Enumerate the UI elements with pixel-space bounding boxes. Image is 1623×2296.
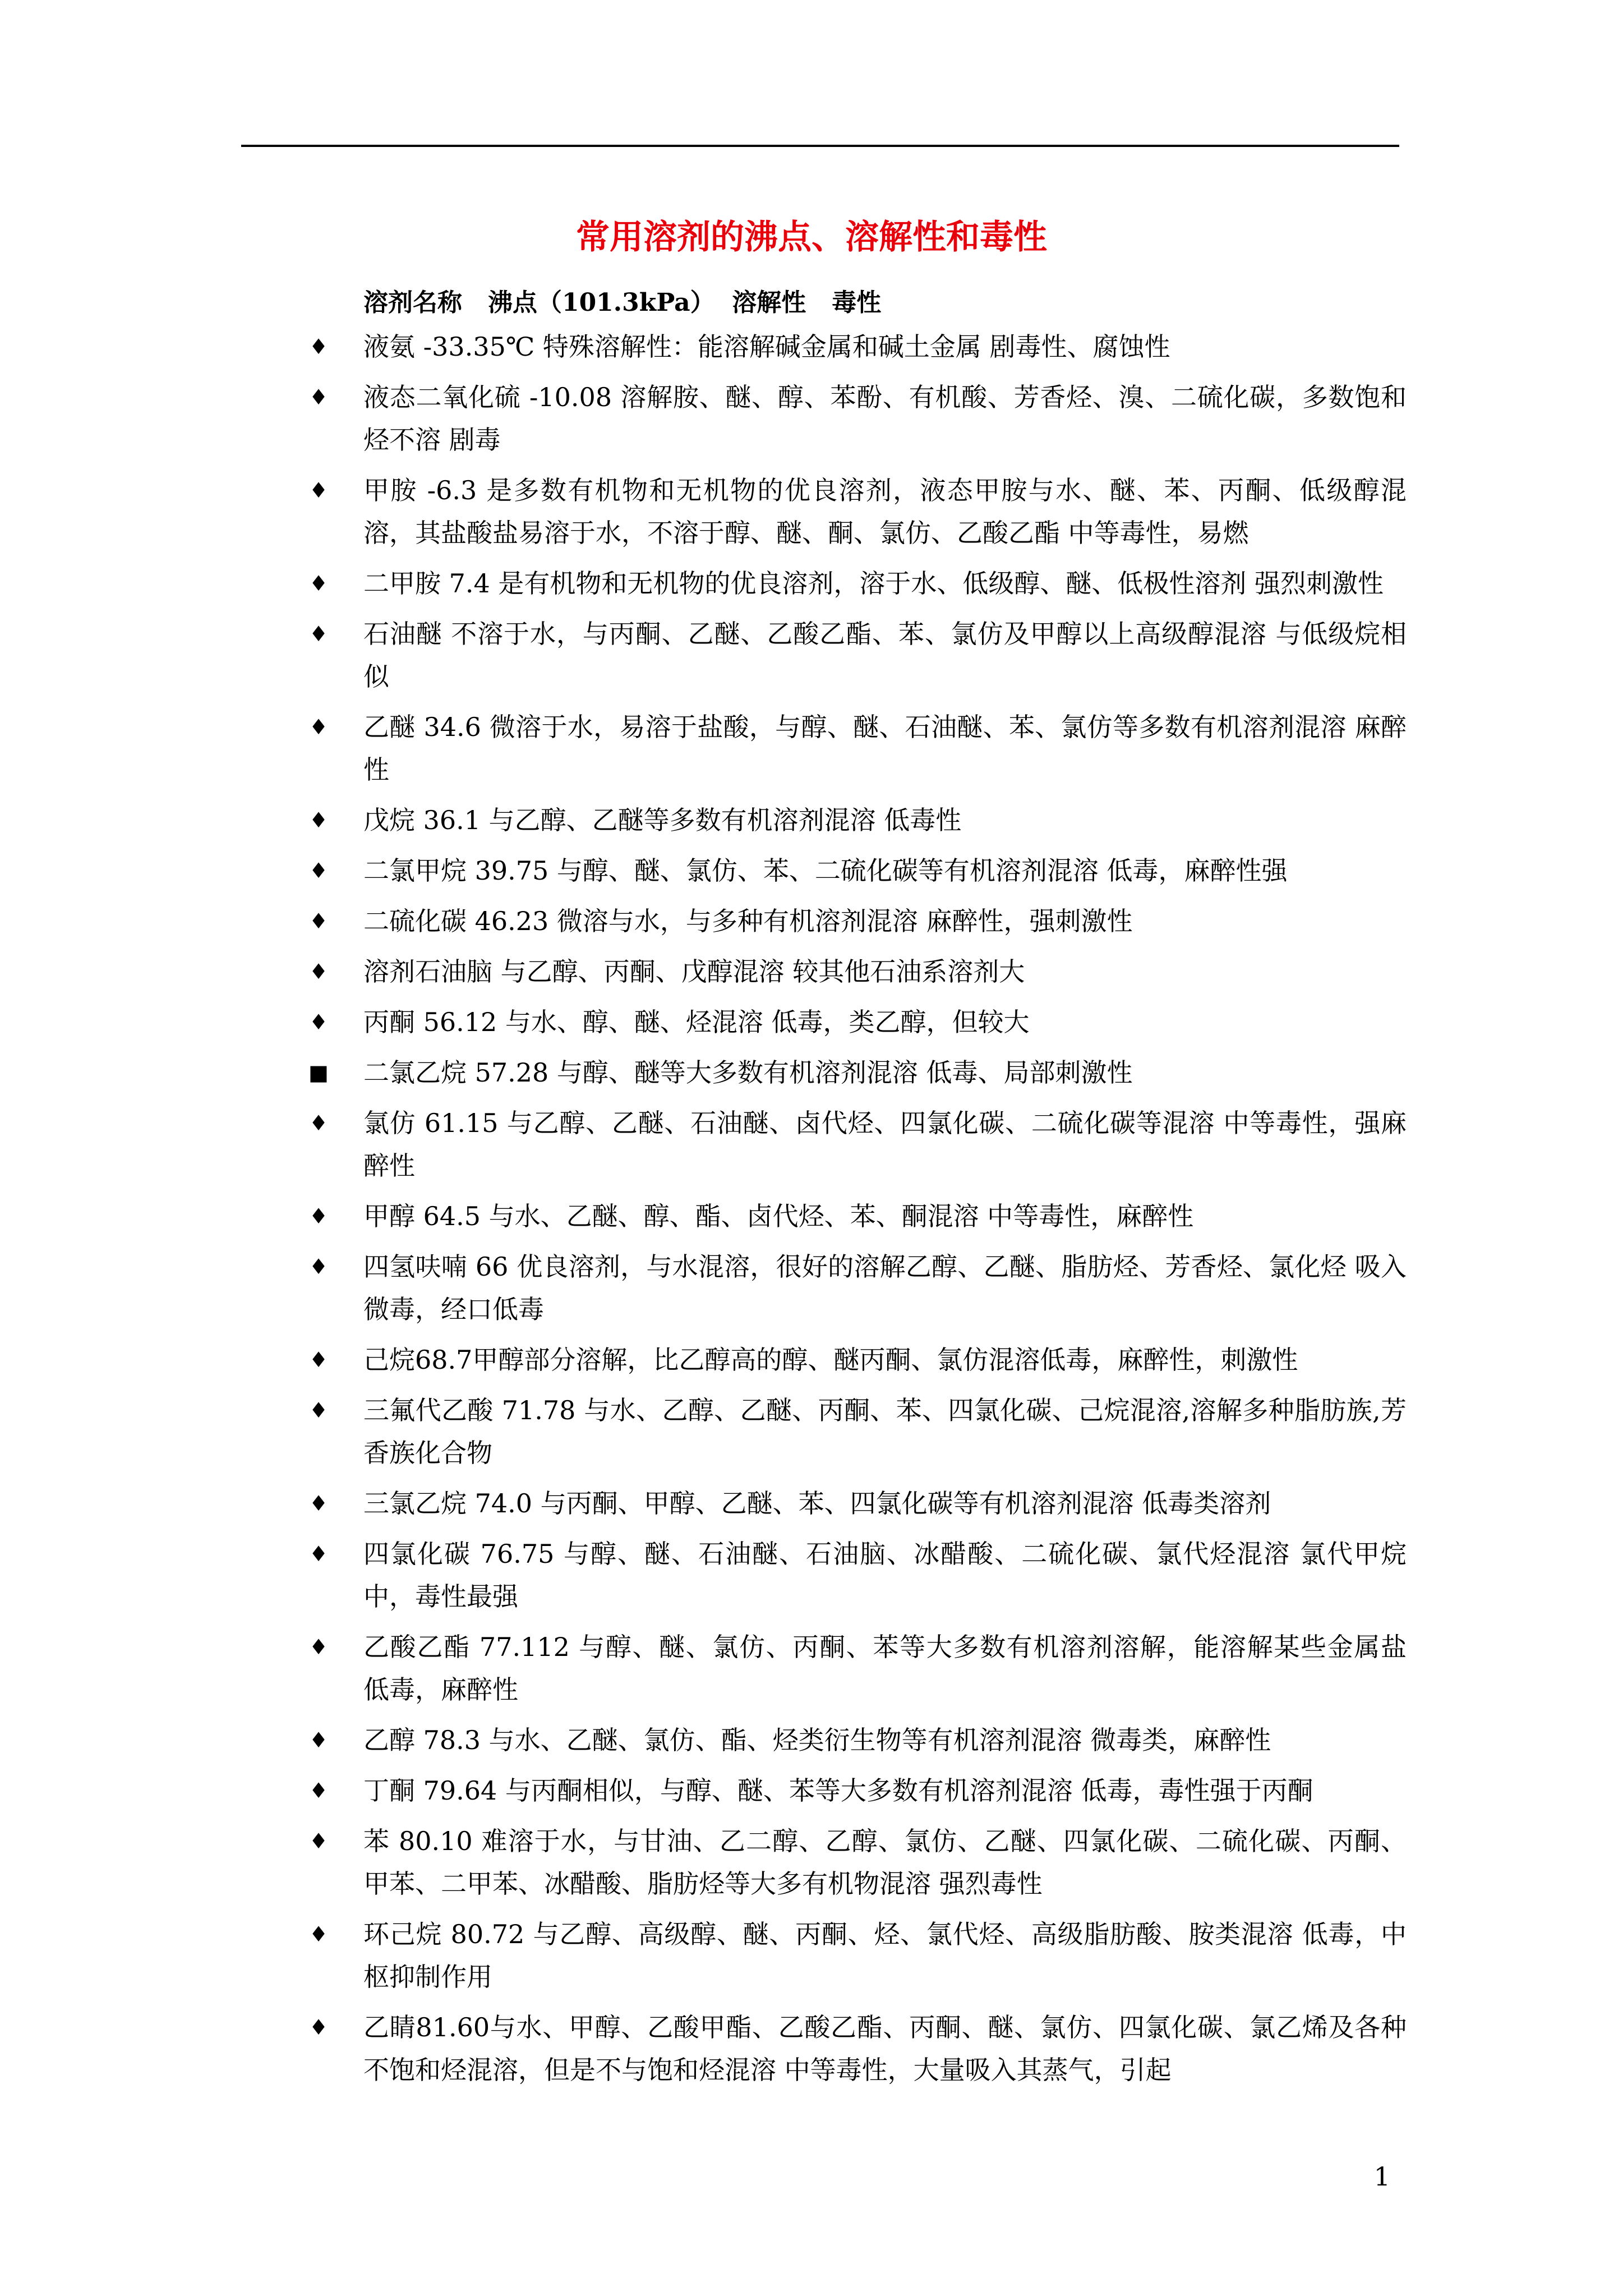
- page-title: 常用溶剂的沸点、溶解性和毒性: [576, 218, 1047, 257]
- list-item: [0, 1245, 1623, 1331]
- diamond-bullet-icon: ♦: [308, 2015, 329, 2040]
- diamond-bullet-icon: ♦: [308, 1204, 329, 1228]
- list-item: [0, 1769, 1623, 1812]
- diamond-bullet-icon: ♦: [308, 1347, 329, 1372]
- list-item-text: 二氯甲烷 39.75 与醇、醚、氯仿、苯、二硫化碳等有机溶剂混溶 低毒，麻醉性强: [363, 855, 1288, 886]
- list-item-text: 丙酮 56.12 与水、醇、醚、烃混溶 低毒，类乙醇，但较大: [363, 1007, 1030, 1037]
- diamond-bullet-icon: ♦: [308, 1728, 329, 1752]
- diamond-bullet-icon: ♦: [308, 959, 329, 984]
- list-item-text: 丁酮 79.64 与丙酮相似，与醇、醚、苯等大多数有机溶剂混溶 低毒，毒性强于丙酮: [363, 1775, 1313, 1806]
- column-header: 溶剂名称 沸点（101.3kPa） 溶解性 毒性: [363, 288, 882, 317]
- diamond-bullet-icon: ♦: [308, 385, 329, 409]
- list-item-text: 三氯乙烷 74.0 与丙酮、甲醇、乙醚、苯、四氯化碳等有机溶剂混溶 低毒类溶剂: [363, 1488, 1271, 1519]
- list-item: [0, 1626, 1623, 1711]
- diamond-bullet-icon: ♦: [308, 571, 329, 596]
- list-item: [0, 1913, 1623, 1998]
- list-item: [0, 1338, 1623, 1381]
- list-item-text: 二氯乙烷 57.28 与醇、醚等大多数有机溶剂混溶 低毒、局部刺激性: [363, 1057, 1133, 1088]
- list-item: [0, 849, 1623, 892]
- list-item-text: 氯仿 61.15 与乙醇、乙醚、石油醚、卤代烃、四氯化碳、二硫化碳等混溶 中等毒性，强麻醉性: [363, 1108, 1407, 1181]
- list-item: [0, 1102, 1623, 1187]
- list-item: [0, 1001, 1623, 1043]
- diamond-bullet-icon: ♦: [308, 1829, 329, 1853]
- list-item-text: 四氢呋喃 66 优良溶剂，与水混溶，很好的溶解乙醇、乙醚、脂肪烃、芳香烃、氯化烃 吸入微毒，经口低毒: [363, 1251, 1407, 1324]
- list-item: [0, 799, 1623, 841]
- list-item-text: 环己烷 80.72 与乙醇、高级醇、醚、丙酮、烃、氯代烃、高级脂肪酸、胺类混溶 低毒，中枢抑制作用: [363, 1919, 1407, 1992]
- diamond-bullet-icon: ♦: [308, 1254, 329, 1279]
- diamond-bullet-icon: ♦: [308, 1111, 329, 1135]
- list-item: [0, 1719, 1623, 1761]
- list-item: [0, 613, 1623, 698]
- square-bullet-icon: ■: [308, 1060, 329, 1085]
- diamond-bullet-icon: ♦: [308, 715, 329, 739]
- list-item-text: 四氯化碳 76.75 与醇、醚、石油醚、石油脑、冰醋酸、二硫化碳、氯代烃混溶 氯代甲烷中，毒性最强: [363, 1539, 1407, 1612]
- list-item: [0, 376, 1623, 461]
- list-item: [0, 469, 1623, 554]
- diamond-bullet-icon: ♦: [308, 334, 329, 359]
- list-item-text: 二硫化碳 46.23 微溶与水，与多种有机溶剂混溶 麻醉性，强刺激性: [363, 906, 1133, 936]
- diamond-bullet-icon: ♦: [308, 478, 329, 503]
- list-item-text: 乙睛81.60与水、甲醇、乙酸甲酯、乙酸乙酯、丙酮、醚、氯仿、四氯化碳、氯乙烯及各种不饱和烃混溶，但是不与饱和烃混溶 中等毒性，大量吸入其蒸气，引起: [363, 2012, 1407, 2085]
- page-number: 1: [1373, 2161, 1390, 2192]
- list-item-text: 苯 80.10 难溶于水，与甘油、乙二醇、乙醇、氯仿、乙醚、四氯化碳、二硫化碳、丙酮、甲苯、二甲苯、冰醋酸、脂肪烃等大多有机物混溶 强烈毒性: [363, 1826, 1407, 1899]
- diamond-bullet-icon: ♦: [308, 858, 329, 883]
- list-item: [0, 706, 1623, 791]
- list-item: [0, 325, 1623, 368]
- diamond-bullet-icon: ♦: [308, 909, 329, 933]
- diamond-bullet-icon: ♦: [308, 1491, 329, 1516]
- list-item: [0, 2006, 1623, 2091]
- list-item: [0, 950, 1623, 993]
- list-item-text: 乙酸乙酯 77.112 与醇、醚、氯仿、丙酮、苯等大多数有机溶剂溶解，能溶解某些金属盐 低毒，麻醉性: [363, 1632, 1407, 1705]
- list-item-text: 甲醇 64.5 与水、乙醚、醇、酯、卤代烃、苯、酮混溶 中等毒性，麻醉性: [363, 1201, 1194, 1231]
- diamond-bullet-icon: ♦: [308, 622, 329, 646]
- diamond-bullet-icon: ♦: [308, 1778, 329, 1803]
- list-item-text: 石油醚 不溶于水，与丙酮、乙醚、乙酸乙酯、苯、氯仿及甲醇以上高级醇混溶 与低级烷相似: [363, 619, 1407, 692]
- list-item: [0, 1820, 1623, 1905]
- list-item-text: 戊烷 36.1 与乙醇、乙醚等多数有机溶剂混溶 低毒性: [363, 805, 962, 835]
- diamond-bullet-icon: ♦: [308, 1542, 329, 1566]
- list-item-text: 液态二氧化硫 -10.08 溶解胺、醚、醇、苯酚、有机酸、芳香烃、溴、二硫化碳，多数饱和烃不溶 剧毒: [363, 382, 1407, 455]
- list-item-text: 三氟代乙酸 71.78 与水、乙醇、乙醚、丙酮、苯、四氯化碳、己烷混溶,溶解多种脂肪族,芳香族化合物: [363, 1395, 1407, 1468]
- list-item-text: 己烷68.7甲醇部分溶解，比乙醇高的醇、醚丙酮、氯仿混溶低毒，麻醉性，刺激性: [363, 1345, 1298, 1375]
- list-item-text: 甲胺 -6.3 是多数有机物和无机物的优良溶剂，液态甲胺与水、醚、苯、丙酮、低级醇混溶，其盐酸盐易溶于水，不溶于醇、醚、酮、氯仿、乙酸乙酯 中等毒性，易燃: [363, 475, 1407, 548]
- diamond-bullet-icon: ♦: [308, 808, 329, 832]
- header-rule: [241, 145, 1399, 147]
- list-item-text: 溶剂石油脑 与乙醇、丙酮、戊醇混溶 较其他石油系溶剂大: [363, 956, 1025, 987]
- list-item: [0, 1389, 1623, 1474]
- diamond-bullet-icon: ♦: [308, 1398, 329, 1423]
- list-item: [0, 900, 1623, 942]
- diamond-bullet-icon: ♦: [308, 1922, 329, 1947]
- list-item-text: 液氨 -33.35℃ 特殊溶解性：能溶解碱金属和碱土金属 剧毒性、腐蚀性: [363, 332, 1170, 362]
- list-item: [0, 1482, 1623, 1525]
- list-item: [0, 1195, 1623, 1237]
- solvent-list: [0, 325, 1623, 2099]
- list-item: [0, 1533, 1623, 1618]
- list-item-text: 二甲胺 7.4 是有机物和无机物的优良溶剂，溶于水、低级醇、醚、低极性溶剂 强烈刺激性: [363, 568, 1384, 599]
- list-item: [0, 562, 1623, 605]
- list-item-text: 乙醚 34.6 微溶于水，易溶于盐酸，与醇、醚、石油醚、苯、氯仿等多数有机溶剂混溶 麻醉性: [363, 712, 1407, 785]
- list-item: [0, 1051, 1623, 1094]
- diamond-bullet-icon: ♦: [308, 1635, 329, 1659]
- list-item-text: 乙醇 78.3 与水、乙醚、氯仿、酯、烃类衍生物等有机溶剂混溶 微毒类，麻醉性: [363, 1725, 1271, 1755]
- diamond-bullet-icon: ♦: [308, 1010, 329, 1034]
